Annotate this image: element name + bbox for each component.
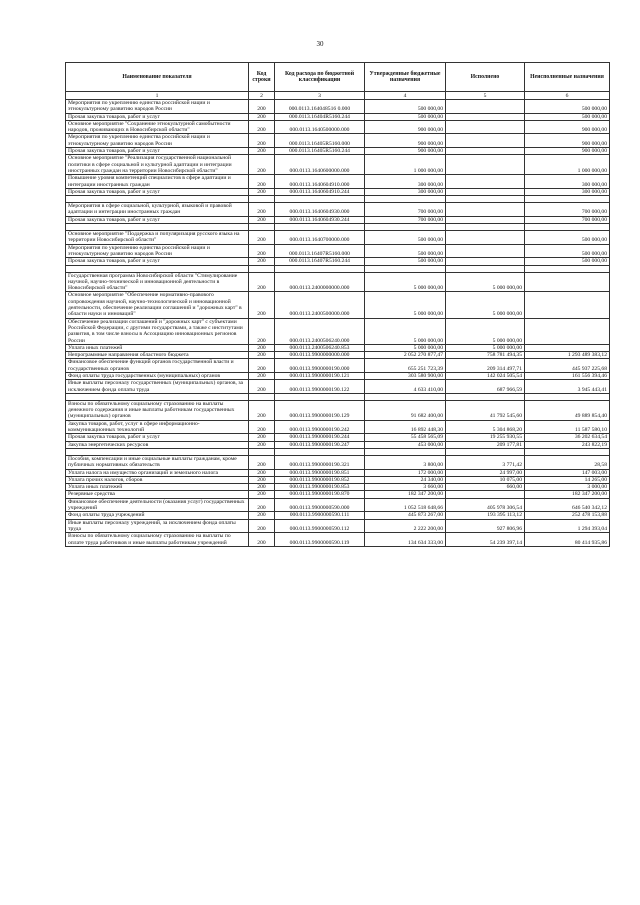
row-indicator-name: Закупка энергетических ресурсов xyxy=(66,441,249,448)
row-executed-amount: 209 314 497,71 xyxy=(446,359,525,373)
spacer-cell xyxy=(365,393,446,400)
row-approved-amount: 172 000,00 xyxy=(365,469,446,476)
row-approved-amount: 134 634 333,00 xyxy=(365,533,446,547)
table-body xyxy=(66,100,610,547)
column-index: 1 xyxy=(66,92,249,100)
row-line-code: 200 xyxy=(249,188,275,195)
row-approved-amount: 5 000 000,00 xyxy=(365,272,446,292)
row-approved-amount: 5 000 000,00 xyxy=(365,344,446,351)
row-approved-amount: 453 000,00 xyxy=(365,441,446,448)
spacer-row xyxy=(66,393,610,400)
row-indicator-name: Прочая закупка товаров, работ и услуг xyxy=(66,434,249,441)
row-line-code: 200 xyxy=(249,100,275,114)
header-unexecuted: Неисполненные назначения xyxy=(525,63,610,92)
spacer-cell xyxy=(66,393,249,400)
row-approved-amount: 500 000,00 xyxy=(365,231,446,245)
header-executed: Исполнено xyxy=(446,63,525,92)
row-line-code: 200 xyxy=(249,258,275,265)
row-indicator-name: Уплата прочих налогов, сборов xyxy=(66,476,249,483)
row-unexecuted-amount: 700 000,00 xyxy=(525,203,610,217)
spacer-cell xyxy=(249,265,275,272)
row-unexecuted-amount: 445 937 225,68 xyxy=(525,359,610,373)
row-line-code: 200 xyxy=(249,434,275,441)
row-line-code: 200 xyxy=(249,372,275,379)
row-indicator-name: Обеспечение реализации соглашений и "дорожных карт" с субъектами Российской Федерации, с другими государствами, а также с институтами развития, в том числе взносы в Ассоциацию инновационных регионов России xyxy=(66,318,249,344)
row-unexecuted-amount: 243 822,19 xyxy=(525,441,610,448)
table-row xyxy=(66,484,610,491)
row-approved-amount: 16 892 448,30 xyxy=(365,420,446,434)
spacer-cell xyxy=(525,265,610,272)
row-executed-amount: 193 395 113,12 xyxy=(446,512,525,519)
row-approved-amount: 5 000 000,00 xyxy=(365,292,446,318)
row-executed-amount xyxy=(446,216,525,223)
row-approved-amount: 1 052 518 648,66 xyxy=(365,498,446,512)
row-executed-amount: 758 781 494,35 xyxy=(446,352,525,359)
row-approved-amount: 700 000,00 xyxy=(365,216,446,223)
row-approved-amount: 445 873 267,00 xyxy=(365,512,446,519)
row-budget-code: 000.0113.9900000190.321 xyxy=(275,455,365,469)
row-executed-amount xyxy=(446,113,525,120)
row-unexecuted-amount: 900 000,00 xyxy=(525,134,610,148)
row-executed-amount xyxy=(446,258,525,265)
row-indicator-name: Уплата иных платежей xyxy=(66,484,249,491)
spacer-row xyxy=(66,196,610,203)
row-executed-amount xyxy=(446,175,525,189)
table-row xyxy=(66,476,610,483)
row-unexecuted-amount: 1 293 489 383,12 xyxy=(525,352,610,359)
row-approved-amount: 5 000 000,00 xyxy=(365,318,446,344)
row-approved-amount: 500 000,00 xyxy=(365,244,446,258)
row-executed-amount: 5 304 868,20 xyxy=(446,420,525,434)
table-row xyxy=(66,188,610,195)
row-approved-amount: 4 633 410,00 xyxy=(365,380,446,394)
row-approved-amount: 3 800,00 xyxy=(365,455,446,469)
table-row xyxy=(66,469,610,476)
row-indicator-name: Финансовое обеспечение деятельности (оказания услуг) государственных учреждений xyxy=(66,498,249,512)
row-line-code: 200 xyxy=(249,344,275,351)
row-unexecuted-amount: 700 000,00 xyxy=(525,216,610,223)
table-row xyxy=(66,441,610,448)
row-budget-code: 000.0113.9900000190.853 xyxy=(275,484,365,491)
column-index: 2 xyxy=(249,92,275,100)
spacer-cell xyxy=(275,265,365,272)
row-unexecuted-amount: 3 000,00 xyxy=(525,484,610,491)
row-line-code: 200 xyxy=(249,148,275,155)
table-row xyxy=(66,533,610,547)
spacer-row xyxy=(66,265,610,272)
row-unexecuted-amount xyxy=(525,292,610,318)
table-row xyxy=(66,175,610,189)
row-line-code: 200 xyxy=(249,175,275,189)
row-approved-amount: 24 340,00 xyxy=(365,476,446,483)
row-unexecuted-amount: 147 003,00 xyxy=(525,469,610,476)
row-unexecuted-amount: 500 000,00 xyxy=(525,231,610,245)
row-indicator-name: Мероприятия в сфере социальной, культурной, языковой и правовой адаптации и интеграции иностранных граждан xyxy=(66,203,249,217)
row-executed-amount: 41 792 545,60 xyxy=(446,400,525,420)
row-executed-amount xyxy=(446,155,525,175)
spacer-cell xyxy=(525,448,610,455)
row-indicator-name: Фонд оплаты труда государственных (муниципальных) органов xyxy=(66,372,249,379)
row-approved-amount: 3 660,00 xyxy=(365,484,446,491)
spacer-cell xyxy=(446,196,525,203)
table-row xyxy=(66,272,610,292)
row-budget-code: 000.0113.9900000000.000 xyxy=(275,352,365,359)
row-executed-amount: 19 255 930,55 xyxy=(446,434,525,441)
spacer-cell xyxy=(525,196,610,203)
table-row xyxy=(66,113,610,120)
table-row xyxy=(66,100,610,114)
row-executed-amount: 5 000 000,00 xyxy=(446,318,525,344)
row-budget-code: 000.0113.9900000190.121 xyxy=(275,372,365,379)
spacer-cell xyxy=(249,224,275,231)
row-approved-amount: 55 458 565,09 xyxy=(365,434,446,441)
spacer-cell xyxy=(275,448,365,455)
row-indicator-name: Мероприятия по укреплению единства российской нации и этнокультурному развитию народов России xyxy=(66,134,249,148)
row-budget-code: 000.0113.9900000590.119 xyxy=(275,533,365,547)
row-executed-amount xyxy=(446,148,525,155)
row-indicator-name: Государственная программа Новосибирской области "Стимулирование научной, научно-технической и инновационной деятельности в Новосибирской области" xyxy=(66,272,249,292)
spacer-cell xyxy=(365,224,446,231)
spacer-cell xyxy=(249,393,275,400)
row-approved-amount: 700 000,00 xyxy=(365,203,446,217)
row-indicator-name: Пособия, компенсации и иные социальные выплаты гражданам, кроме публичных нормативных обязательств xyxy=(66,455,249,469)
row-line-code: 200 xyxy=(249,469,275,476)
header-budget-code: Код расхода по бюджетной классификации xyxy=(275,63,365,92)
row-indicator-name: Взносы по обязательному социальному страхованию на выплаты денежного содержания и иные выплаты работникам государственных (муниципальных) органов xyxy=(66,400,249,420)
row-executed-amount: 24 997,00 xyxy=(446,469,525,476)
row-line-code: 200 xyxy=(249,519,275,533)
row-budget-code: 000.0113.9900000190.247 xyxy=(275,441,365,448)
row-approved-amount: 500 000,00 xyxy=(365,100,446,114)
row-unexecuted-amount: 1 294 393,04 xyxy=(525,519,610,533)
row-line-code: 200 xyxy=(249,512,275,519)
row-approved-amount: 300 000,00 xyxy=(365,188,446,195)
table-row xyxy=(66,203,610,217)
table-row xyxy=(66,231,610,245)
row-unexecuted-amount: 36 202 634,54 xyxy=(525,434,610,441)
row-executed-amount xyxy=(446,120,525,134)
table-row xyxy=(66,244,610,258)
row-executed-amount xyxy=(446,188,525,195)
spacer-cell xyxy=(446,265,525,272)
row-line-code: 200 xyxy=(249,484,275,491)
column-index: 4 xyxy=(365,92,446,100)
row-budget-code: 000.0113.9900000190.851 xyxy=(275,469,365,476)
row-line-code: 200 xyxy=(249,120,275,134)
row-indicator-name: Прочая закупка товаров, работ и услуг xyxy=(66,113,249,120)
row-indicator-name: Резервные средства xyxy=(66,491,249,498)
row-line-code: 200 xyxy=(249,476,275,483)
row-indicator-name: Иные выплаты персоналу государственных (муниципальных) органов, за исключением фонда оплаты труда xyxy=(66,380,249,394)
column-index: 5 xyxy=(446,92,525,100)
row-indicator-name: Основное мероприятие "Реализация государственной национальной политики в сфере социальной и культурной адаптации и интеграции иностранных граждан на территории Новосибирской области" xyxy=(66,155,249,175)
row-executed-amount: 10 075,00 xyxy=(446,476,525,483)
row-indicator-name: Прочая закупка товаров, работ и услуг xyxy=(66,188,249,195)
row-approved-amount: 900 000,00 xyxy=(365,134,446,148)
row-indicator-name: Основное мероприятие "Сохранение этнокультурной самобытности народов, проживающих в Новосибирской области" xyxy=(66,120,249,134)
row-line-code: 200 xyxy=(249,231,275,245)
spacer-cell xyxy=(66,265,249,272)
spacer-cell xyxy=(446,224,525,231)
row-budget-code: 000.0113.1640700000.000 xyxy=(275,231,365,245)
row-executed-amount: 5 000 000,00 xyxy=(446,344,525,351)
row-budget-code: 000.0113.1640500000.000 xyxy=(275,120,365,134)
row-line-code: 200 xyxy=(249,498,275,512)
table-row xyxy=(66,134,610,148)
row-executed-amount: 687 966,59 xyxy=(446,380,525,394)
row-budget-code: 000.0113.9900000190.870 xyxy=(275,491,365,498)
row-unexecuted-amount: 500 000,00 xyxy=(525,258,610,265)
row-unexecuted-amount: 300 000,00 xyxy=(525,175,610,189)
table-row xyxy=(66,120,610,134)
row-budget-code: 000.0113.9900000190.122 xyxy=(275,380,365,394)
row-unexecuted-amount: 49 889 854,40 xyxy=(525,400,610,420)
row-unexecuted-amount: 252 478 153,88 xyxy=(525,512,610,519)
row-executed-amount: 5 000 000,00 xyxy=(446,292,525,318)
row-approved-amount: 2 222 200,00 xyxy=(365,519,446,533)
row-budget-code: 000.0113.2400000000.000 xyxy=(275,272,365,292)
spacer-cell xyxy=(446,448,525,455)
row-indicator-name: Прочая закупка товаров, работ и услуг xyxy=(66,148,249,155)
spacer-cell xyxy=(66,196,249,203)
spacer-cell xyxy=(446,393,525,400)
row-unexecuted-amount xyxy=(525,272,610,292)
row-indicator-name: Повышение уровня компетенций специалистов в сфере адаптации и интеграции иностранных граждан xyxy=(66,175,249,189)
table-row xyxy=(66,258,610,265)
table-row xyxy=(66,155,610,175)
header-line-code: Код строки xyxy=(249,63,275,92)
row-budget-code: 000.0113.2400506240.000 xyxy=(275,318,365,344)
row-approved-amount: 1 000 000,00 xyxy=(365,155,446,175)
row-unexecuted-amount: 28,58 xyxy=(525,455,610,469)
row-approved-amount: 303 580 900,00 xyxy=(365,372,446,379)
row-line-code: 200 xyxy=(249,352,275,359)
budget-execution-table xyxy=(65,62,610,547)
spacer-cell xyxy=(525,224,610,231)
spacer-cell xyxy=(249,448,275,455)
spacer-cell xyxy=(365,265,446,272)
row-executed-amount xyxy=(446,203,525,217)
row-unexecuted-amount: 80 414 935,86 xyxy=(525,533,610,547)
row-line-code: 200 xyxy=(249,244,275,258)
row-unexecuted-amount: 182 347 200,00 xyxy=(525,491,610,498)
row-unexecuted-amount: 500 000,00 xyxy=(525,113,610,120)
row-line-code: 200 xyxy=(249,272,275,292)
row-budget-code: 000.0113.164048516 0.000 xyxy=(275,100,365,114)
row-approved-amount: 900 000,00 xyxy=(365,120,446,134)
row-line-code: 200 xyxy=(249,420,275,434)
row-approved-amount: 900 000,00 xyxy=(365,148,446,155)
table-row xyxy=(66,519,610,533)
row-line-code: 200 xyxy=(249,359,275,373)
row-executed-amount: 142 024 505,54 xyxy=(446,372,525,379)
table-row xyxy=(66,491,610,498)
row-executed-amount: 54 239 397,14 xyxy=(446,533,525,547)
row-budget-code: 000.0113.9900000190.852 xyxy=(275,476,365,483)
row-unexecuted-amount xyxy=(525,344,610,351)
row-budget-code: 000.0113.16404R5160.244 xyxy=(275,113,365,120)
row-budget-code: 000.0113.9900000190.244 xyxy=(275,434,365,441)
row-executed-amount xyxy=(446,244,525,258)
row-approved-amount: 300 000,00 xyxy=(365,175,446,189)
row-approved-amount: 91 682 400,00 xyxy=(365,400,446,420)
row-budget-code: 000.0113.9900000590.112 xyxy=(275,519,365,533)
row-budget-code: 000.0113.16407R5160.244 xyxy=(275,258,365,265)
row-line-code: 200 xyxy=(249,134,275,148)
table-row xyxy=(66,148,610,155)
row-line-code: 200 xyxy=(249,533,275,547)
table-row xyxy=(66,372,610,379)
spacer-cell xyxy=(66,448,249,455)
row-indicator-name: Финансовое обеспечение функций органов государственной власти и государственных органов xyxy=(66,359,249,373)
row-line-code: 200 xyxy=(249,380,275,394)
row-indicator-name: Взносы по обязательному социальному страхованию на выплаты по оплате труда работников и иные выплаты работникам учреждений xyxy=(66,533,249,547)
row-executed-amount xyxy=(446,100,525,114)
row-unexecuted-amount: 161 556 394,46 xyxy=(525,372,610,379)
row-unexecuted-amount xyxy=(525,318,610,344)
table-row xyxy=(66,512,610,519)
spacer-cell xyxy=(275,196,365,203)
row-unexecuted-amount: 500 000,00 xyxy=(525,244,610,258)
spacer-cell xyxy=(365,448,446,455)
row-indicator-name: Прочая закупка товаров, работ и услуг xyxy=(66,258,249,265)
row-unexecuted-amount: 11 587 580,10 xyxy=(525,420,610,434)
row-budget-code: 000.0113.1640604930.244 xyxy=(275,216,365,223)
row-unexecuted-amount: 646 540 342,12 xyxy=(525,498,610,512)
row-approved-amount: 655 251 723,39 xyxy=(365,359,446,373)
row-line-code: 200 xyxy=(249,216,275,223)
header-indicator-name: Наименование показателя xyxy=(66,63,249,92)
row-unexecuted-amount: 14 265,00 xyxy=(525,476,610,483)
row-budget-code: 000.0113.1640604930.000 xyxy=(275,203,365,217)
header-approved: Утвержденные бюджетные назначения xyxy=(365,63,446,92)
row-indicator-name: Мероприятия по укреплению единства российской нации и этнокультурному развитию народов России xyxy=(66,100,249,114)
row-budget-code: 000.0113.2400500000.000 xyxy=(275,292,365,318)
row-budget-code: 000.0113.1640604910.244 xyxy=(275,188,365,195)
table-row xyxy=(66,455,610,469)
table-row xyxy=(66,292,610,318)
row-budget-code: 000.0113.1640604910.000 xyxy=(275,175,365,189)
row-approved-amount: 182 347 200,00 xyxy=(365,491,446,498)
row-indicator-name: Непрограммные направления областного бюджета xyxy=(66,352,249,359)
row-line-code: 200 xyxy=(249,318,275,344)
row-executed-amount xyxy=(446,231,525,245)
row-budget-code: 000.0113.16405R5160.244 xyxy=(275,148,365,155)
row-unexecuted-amount: 500 000,00 xyxy=(525,100,610,114)
table-row xyxy=(66,420,610,434)
row-executed-amount: 3 771,42 xyxy=(446,455,525,469)
row-budget-code: 000.0113.9900000190.129 xyxy=(275,400,365,420)
row-line-code: 200 xyxy=(249,292,275,318)
row-indicator-name: Основное мероприятие "Обеспечение нормативно-правового сопровождения научной, научно-технологической и инновационной деятельности, обеспечение реализации соглашений и "дорожных карт" в области науки и инноваций" xyxy=(66,292,249,318)
table-row xyxy=(66,434,610,441)
spacer-cell xyxy=(249,196,275,203)
row-executed-amount: 5 000 000,00 xyxy=(446,272,525,292)
row-unexecuted-amount: 900 000,00 xyxy=(525,120,610,134)
spacer-row xyxy=(66,224,610,231)
row-budget-code: 000.0113.1640600000.000 xyxy=(275,155,365,175)
column-index: 3 xyxy=(275,92,365,100)
column-index-row xyxy=(66,92,610,100)
table-row xyxy=(66,400,610,420)
row-line-code: 200 xyxy=(249,400,275,420)
row-indicator-name: Прочая закупка товаров, работ и услуг xyxy=(66,216,249,223)
spacer-cell xyxy=(275,393,365,400)
row-indicator-name: Основное мероприятие "Поддержка и популяризация русского языка на территории Новосибирской области" xyxy=(66,231,249,245)
row-line-code: 200 xyxy=(249,491,275,498)
row-executed-amount xyxy=(446,491,525,498)
row-budget-code: 000.0113.2400506240.853 xyxy=(275,344,365,351)
table-row xyxy=(66,352,610,359)
row-approved-amount: 2 052 270 877,47 xyxy=(365,352,446,359)
row-executed-amount: 209 177,81 xyxy=(446,441,525,448)
row-executed-amount: 927 806,96 xyxy=(446,519,525,533)
row-line-code: 200 xyxy=(249,113,275,120)
row-budget-code: 000.0113.9900000190.242 xyxy=(275,420,365,434)
row-line-code: 200 xyxy=(249,155,275,175)
row-unexecuted-amount: 3 945 443,41 xyxy=(525,380,610,394)
row-indicator-name: Уплата налога на имущество организаций и земельного налога xyxy=(66,469,249,476)
row-indicator-name: Мероприятия по укреплению единства российской нации и этнокультурному развитию народов России xyxy=(66,244,249,258)
row-unexecuted-amount: 300 000,00 xyxy=(525,188,610,195)
table-row xyxy=(66,359,610,373)
spacer-cell xyxy=(365,196,446,203)
row-line-code: 200 xyxy=(249,441,275,448)
table-row xyxy=(66,318,610,344)
row-budget-code: 000.0113.9900000590.111 xyxy=(275,512,365,519)
table-row xyxy=(66,216,610,223)
row-indicator-name: Уплата иных платежей xyxy=(66,344,249,351)
row-line-code: 200 xyxy=(249,455,275,469)
row-executed-amount: 405 978 306,54 xyxy=(446,498,525,512)
row-executed-amount xyxy=(446,134,525,148)
column-index: 6 xyxy=(525,92,610,100)
row-budget-code: 000.0113.16407R5160.000 xyxy=(275,244,365,258)
row-unexecuted-amount: 1 000 000,00 xyxy=(525,155,610,175)
row-indicator-name: Закупка товаров, работ, услуг в сфере информационно-коммуникационных технологий xyxy=(66,420,249,434)
row-line-code: 200 xyxy=(249,203,275,217)
row-budget-code: 000.0113.9900000190.000 xyxy=(275,359,365,373)
row-budget-code: 000.0113.16405R5160.000 xyxy=(275,134,365,148)
row-approved-amount: 500 000,00 xyxy=(365,113,446,120)
table-header-row xyxy=(66,63,610,92)
spacer-row xyxy=(66,448,610,455)
row-approved-amount: 500 000,00 xyxy=(365,258,446,265)
row-indicator-name: Иные выплаты персоналу учреждений, за исключением фонда оплаты труда xyxy=(66,519,249,533)
budget-execution-table-container xyxy=(65,62,609,547)
page-number: 30 xyxy=(316,40,324,48)
spacer-cell xyxy=(66,224,249,231)
table-row xyxy=(66,380,610,394)
row-unexecuted-amount: 900 000,00 xyxy=(525,148,610,155)
table-row xyxy=(66,498,610,512)
row-executed-amount: 660,00 xyxy=(446,484,525,491)
spacer-cell xyxy=(525,393,610,400)
row-budget-code: 000.0113.9900000590.000 xyxy=(275,498,365,512)
spacer-cell xyxy=(275,224,365,231)
table-row xyxy=(66,344,610,351)
row-indicator-name: Фонд оплаты труда учреждений xyxy=(66,512,249,519)
